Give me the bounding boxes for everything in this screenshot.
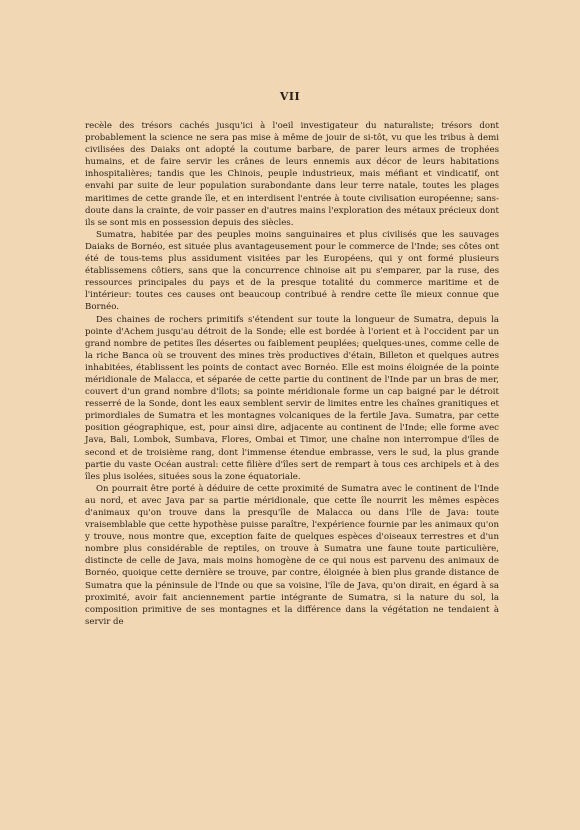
paragraph-2: Sumatra, habitée par des peuples moins sanguinaires et plus civilisés que les sauvages Daiaks de Bornéo, est située plus avantageusement pour le commerce de l'Inde; ses côtes ont été de tous-tems plus assidument visitées par les Européens, qui y ont formé plusieurs établissemens côtiers, sans que la concurrence chinoise ait pu s'emparer, par la ruse, des ressources principales du pays et de la presque totalité du commerce maritime et de l'intérieur: toutes ces causes ont beaucoup contribué à rendre cette île mieux connue que Bornéo. [85,229,499,313]
page-number: VII [279,90,301,103]
paragraph-4: On pourrait être porté à déduire de cette proximité de Sumatra avec le continent de l'Inde au nord, et avec Java par sa partie méridionale, que cette île nourrit les mêmes espèces d'animaux qu'on trouve dans la presqu'île de Malacca ou dans l'île de Java: toute vraisemblable que cette hypothèse puisse paraître, l'expérience fournie par les animaux qu'on y trouve, nous montre que, exception faite de quelques espèces d'oiseaux terrestres et d'un nombre plus considérable de reptiles, on trouve à Sumatra une faune toute particulière, distincte de celle de Java, mais moins homogène de ce qui nous est parvenu des animaux de Bornéo, quoique cette dernière se trouve, par contre, éloignée à bien plus grande distance de Sumatra que la péninsule de l'Inde ou que sa voisine, l'île de Java, qu'on dirait, en égard à sa proximité, avoir fait anciennement partie intégrante de Sumatra, si la nature du sol, la composition primitive de ses montagnes et la différence dans la végétation ne tendaient à servir de [85,483,499,627]
body-text [85,120,499,628]
paragraph-3: Des chaines de rochers primitifs s'étendent sur toute la longueur de Sumatra, depuis la pointe d'Achem jusqu'au détroit de la Sonde; elle est bordée à l'orient et à l'occident par un grand nombre de petites îles désertes ou faiblement peuplées; quelques-unes, comme celle de la riche Banca où se trouvent des mines très productives d'étain, Billeton et quelques autres inhabitées, établissent les points de contact avec Bornéo. Elle est moins éloignée de la pointe méridionale de Malacca, et séparée de cette partie du continent de l'Inde par un bras de mer, couvert d'un grand nombre d'îlots; sa pointe méridionale forme un cap baigné par le détroit resserré de la Sonde, dont les eaux semblent servir de limites entre les chaînes granitiques et primordiales de Sumatra et les montagnes volcaniques de la fertile Java. Sumatra, par cette position géographique, est, pour ainsi dire, adjacente au continent de l'Inde; elle forme avec Java, Bali, Lombok, Sumbava, Flores, Ombai et Timor, une chaîne non interrompue d'îles de second et de troisième rang, dont l'immense étendue embrasse, vers le sud, la plus grande partie du vaste Océan austral: cette filière d'îles sert de rempart à tous ces archipels et à des îles plus isolées, situées sous la zone équatoriale. [85,314,499,482]
paragraph-1: recèle des trésors cachés jusqu'ici à l'oeil investigateur du naturaliste; trésors dont probablement la science ne sera pas mise à même de jouir de si-tôt, vu que les tribus à demi civilisées des Daiaks ont adopté la coutume barbare, de parer leurs armes de trophées humains, et de faire servir les crânes de leurs ennemis aux décor de leurs habitations inhospitalières; tandis que les Chinois, peuple industrieux, mais méfiant et vindicatif, ont envahi par suite de leur population surabondante dans leur terre natale, toutes les plages maritimes de cette grande île, et en interdisent l'entrée à toute civilisation européenne; sans-doute dans la crainte, de voir passer en d'autres mains l'exploration des métaux précieux dont ils se sont mis en possession depuis des siècles. [85,121,499,228]
